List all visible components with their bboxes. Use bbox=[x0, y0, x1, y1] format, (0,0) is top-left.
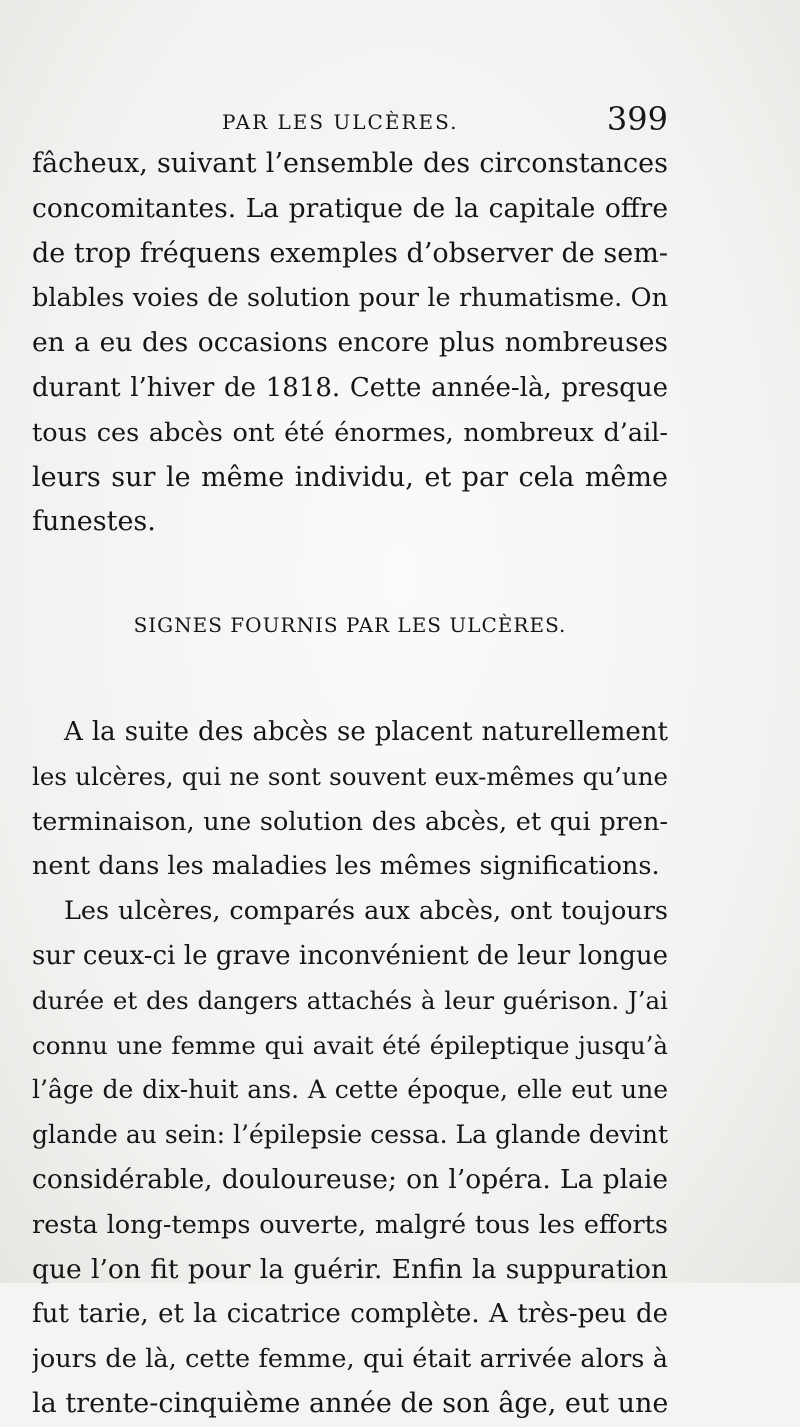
text-line: durée et des dangers attachés à leur guérison. J’ai bbox=[32, 985, 668, 1015]
paragraph-2 bbox=[32, 710, 668, 889]
text-line: de trop fréquens exemples d’observer de sem- bbox=[32, 237, 668, 269]
text-line: l’âge de dix-huit ans. A cette époque, elle eut une bbox=[32, 1075, 668, 1105]
text-line: leurs sur le même individu, et par cela même bbox=[32, 461, 668, 493]
text-line: resta long-temps ouverte, malgré tous les efforts bbox=[32, 1209, 668, 1240]
paragraph-3 bbox=[32, 889, 668, 1427]
body-text bbox=[32, 142, 668, 1427]
text-line: connu une femme qui avait été épileptique jusqu’à bbox=[32, 1030, 668, 1060]
text-line: concomitantes. La pratique de la capitale offre bbox=[32, 192, 668, 224]
text-line: que l’on fit pour la guérir. Enfin la suppuration bbox=[32, 1253, 668, 1285]
text-line: Les ulcères, comparés aux abcès, ont toujours bbox=[64, 896, 668, 927]
text-line: terminaison, une solution des abcès, et qui pren- bbox=[32, 806, 668, 837]
text-line: jours de là, cette femme, qui était arrivée alors à bbox=[32, 1344, 668, 1375]
page-number: 399 bbox=[606, 100, 668, 138]
paragraph-1 bbox=[32, 142, 668, 545]
text-line: les ulcères, qui ne sont souvent eux-mêmes qu’une bbox=[32, 761, 668, 791]
running-head-title: PAR LES ULCÈRES. bbox=[222, 110, 459, 134]
text-line: A la suite des abcès se placent naturellement bbox=[64, 716, 668, 747]
text-line: sur ceux-ci le grave inconvénient de leur longue bbox=[32, 940, 668, 971]
text-line: fut tarie, et la cicatrice complète. A très-peu de bbox=[32, 1299, 668, 1330]
running-head bbox=[32, 100, 668, 140]
text-line: funestes. bbox=[32, 506, 156, 538]
text-line: nent dans les maladies les mêmes significations. bbox=[32, 851, 660, 882]
text-line: considérable, douloureuse; on l’opéra. La plaie bbox=[32, 1163, 668, 1195]
text-line: blables voies de solution pour le rhumatisme. On bbox=[32, 283, 668, 314]
text-line: tous ces abcès ont été énormes, nombreux d’ail- bbox=[32, 417, 668, 448]
text-line: durant l’hiver de 1818. Cette année-là, presque bbox=[32, 372, 668, 403]
text-line: en a eu des occasions encore plus nombreuses bbox=[32, 327, 668, 359]
text-line: fâcheux, suivant l’ensemble des circonstances bbox=[32, 148, 668, 179]
text-line: la trente-cinquième année de son âge, eut une bbox=[32, 1387, 668, 1419]
section-heading: SIGNES FOURNIS PAR LES ULCÈRES. bbox=[133, 613, 567, 638]
text-line: glande au sein: l’épilepsie cessa. La glande devint bbox=[32, 1120, 668, 1150]
